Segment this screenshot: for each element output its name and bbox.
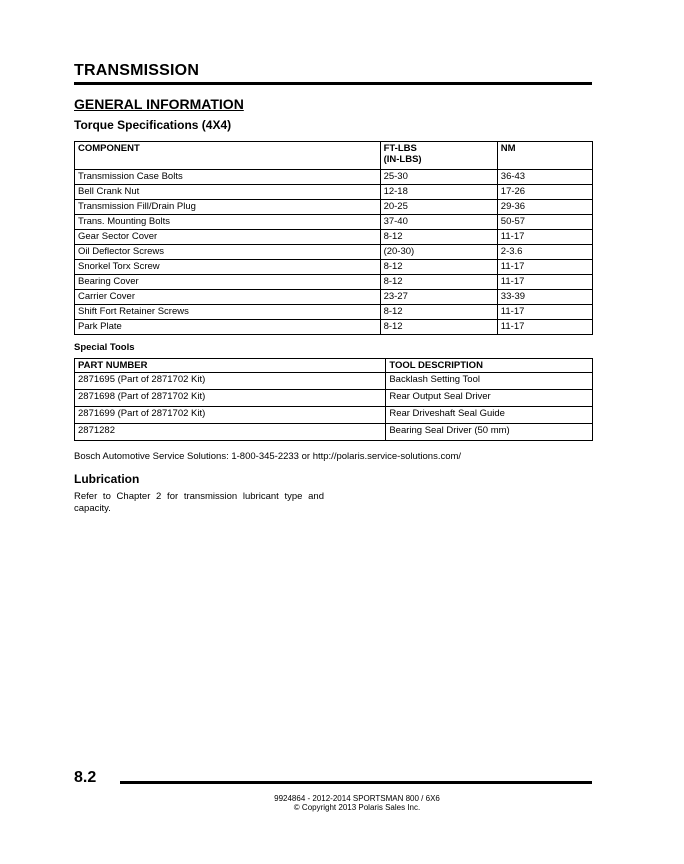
column-header-ft-lbs: FT-LBS (IN-LBS) (380, 142, 497, 170)
table-row: Transmission Case Bolts 25-30 36-43 (75, 170, 593, 185)
lubrication-title: Lubrication (74, 472, 140, 486)
footer-copyright: © Copyright 2013 Polaris Sales Inc. (293, 803, 421, 812)
table-row: Trans. Mounting Bolts 37-40 50-57 (75, 215, 593, 230)
table-row: 2871698 (Part of 2871702 Kit) Rear Output Seal Driver (75, 390, 593, 407)
column-header-nm: NM (497, 142, 592, 170)
table-row: Oil Deflector Screws (20-30) 2-3.6 (75, 245, 593, 260)
lubrication-body: Refer to Chapter 2 for transmission lubricant type and capacity. (74, 491, 324, 514)
table-row: 2871699 (Part of 2871702 Kit) Rear Driveshaft Seal Guide (75, 407, 593, 424)
footer-document-id: 9924864 - 2012-2014 SPORTSMAN 800 / 6X6 (274, 794, 440, 803)
table-row: Bearing Cover 8-12 11-17 (75, 275, 593, 290)
table-header-row (75, 359, 593, 373)
table-row: Shift Fort Retainer Screws 8-12 11-17 (75, 305, 593, 320)
torque-specs-title: Torque Specifications (4X4) (74, 118, 232, 132)
column-header-tool-description: TOOL DESCRIPTION (386, 359, 593, 373)
header-rule (74, 82, 592, 85)
section-title: GENERAL INFORMATION (74, 96, 244, 112)
column-header-part-number: PART NUMBER (75, 359, 386, 373)
column-header-component: COMPONENT (75, 142, 381, 170)
special-tools-table (74, 358, 593, 441)
special-tools-title: Special Tools (74, 342, 135, 353)
table-row: 2871282 Bearing Seal Driver (50 mm) (75, 424, 593, 441)
table-row: Park Plate 8-12 11-17 (75, 320, 593, 335)
table-row: 2871695 (Part of 2871702 Kit) Backlash Setting Tool (75, 373, 593, 390)
table-row: Transmission Fill/Drain Plug 20-25 29-36 (75, 200, 593, 215)
bosch-service-info: Bosch Automotive Service Solutions: 1-800-345-2233 or http://polaris.service-solutions.com/ (74, 451, 462, 462)
page-number: 8.2 (74, 769, 97, 786)
table-row: Gear Sector Cover 8-12 11-17 (75, 230, 593, 245)
page-header-title: TRANSMISSION (74, 62, 200, 79)
table-row: Carrier Cover 23-27 33-39 (75, 290, 593, 305)
table-header-row (75, 142, 593, 170)
footer-rule (120, 781, 592, 784)
torque-specs-table (74, 141, 593, 335)
table-row: Snorkel Torx Screw 8-12 11-17 (75, 260, 593, 275)
table-row: Bell Crank Nut 12-18 17-26 (75, 185, 593, 200)
